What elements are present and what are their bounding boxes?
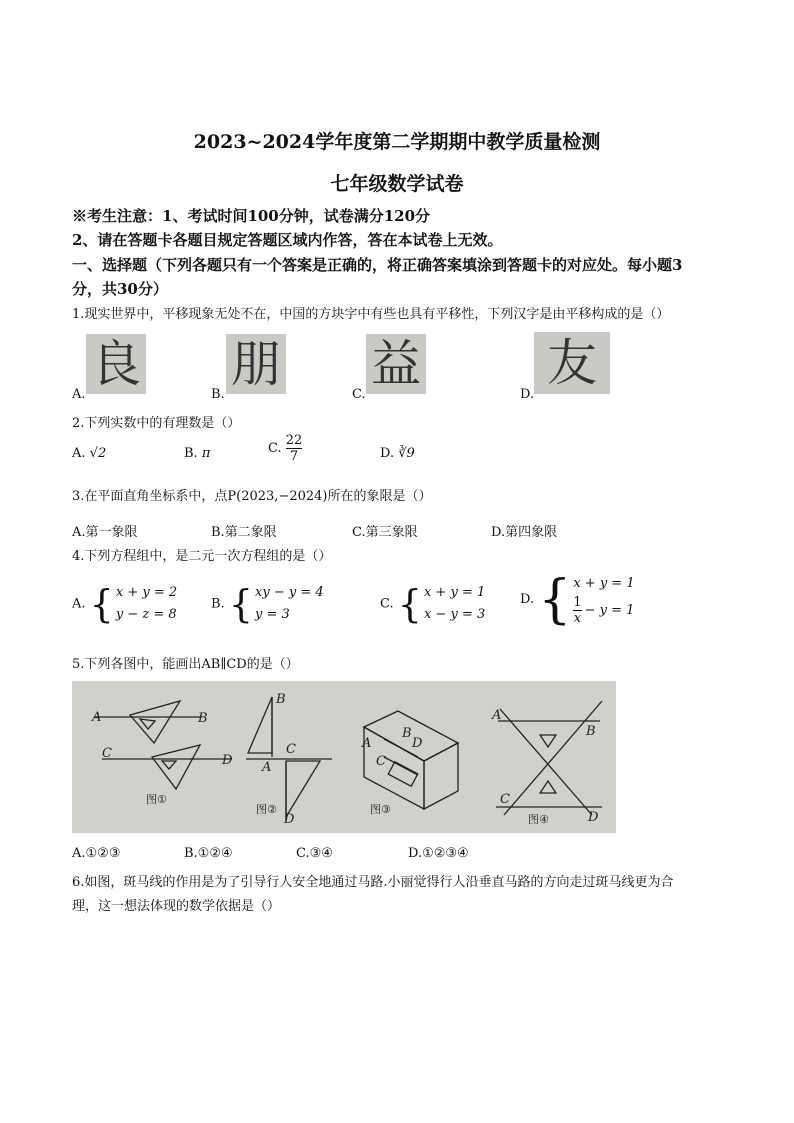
exam-subtitle: 七年级数学试卷 xyxy=(330,173,464,195)
fig2-caption: 图② xyxy=(256,803,277,816)
fig4-label-d: D xyxy=(588,810,599,825)
q5-figures-svg xyxy=(72,681,616,833)
q4-d-denominator: x xyxy=(573,611,582,626)
q3-option-d: D.第四象限 xyxy=(491,525,558,540)
fig1-caption: 图① xyxy=(146,793,167,806)
left-brace-icon: { xyxy=(228,582,254,626)
q4-option-d-label: D. xyxy=(520,592,535,607)
q4-option-d-system xyxy=(538,569,635,630)
q4-b-eq1: xy − y = 4 xyxy=(255,585,324,600)
q4-d-fraction xyxy=(573,595,581,626)
left-brace-icon: { xyxy=(538,569,572,630)
q2-option-c-label: C. xyxy=(268,441,282,456)
question-1-stem: 1.现实世界中，平移现象无处不在，中国的方块字中有些也具有平移性，下列汉字是由平移构成的是（） xyxy=(72,307,670,322)
left-brace-icon: { xyxy=(89,582,114,626)
q4-d-numerator: 1 xyxy=(573,595,582,610)
q1-option-c-char-image: 益 xyxy=(366,334,426,394)
fig2-label-b: B xyxy=(276,692,286,707)
fig4-label-c: C xyxy=(500,792,510,807)
fig4-caption: 图④ xyxy=(528,813,549,826)
q2-option-c-fraction xyxy=(286,433,303,464)
q2-option-b-label: B. xyxy=(184,446,198,461)
q1-option-b-char-image: 朋 xyxy=(226,334,286,394)
section-header-line-2: 分，共30分） xyxy=(72,280,168,298)
q5-option-d: D.①②③④ xyxy=(408,846,469,861)
q2-option-b xyxy=(184,446,210,461)
q3-option-a: A.第一象限 xyxy=(72,525,138,540)
q4-option-b-label: B. xyxy=(211,596,225,612)
q4-option-c-system xyxy=(398,582,485,626)
q4-d-eq1: x + y = 1 xyxy=(573,576,635,591)
fig3-label-b: B xyxy=(402,726,412,741)
question-5-stem: 5.下列各图中，能画出AB∥CD的是（） xyxy=(72,657,299,672)
q3-option-c: C.第三象限 xyxy=(352,525,418,540)
fig4-label-a: A xyxy=(492,708,502,723)
q5-option-b: B.①②④ xyxy=(184,846,233,861)
exam-title: 2023~2024学年度第二学期期中教学质量检测 xyxy=(193,131,601,153)
q4-b-eq2: y = 3 xyxy=(255,607,290,622)
fig2-label-c: C xyxy=(286,742,296,757)
q2-option-a-label: A. xyxy=(72,446,86,461)
fig1-label-a: A xyxy=(92,710,102,725)
q5-option-c: C.③④ xyxy=(296,846,333,861)
q4-d-eq2-tail: − y = 1 xyxy=(584,602,635,618)
q4-c-eq1: x + y = 1 xyxy=(423,585,486,600)
question-2-stem: 2.下列实数中的有理数是（） xyxy=(72,416,241,431)
fig1-label-b: B xyxy=(198,711,208,726)
q4-option-a-system xyxy=(90,582,177,626)
q3-option-b: B.第二象限 xyxy=(211,525,277,540)
fig3-label-d: D xyxy=(412,736,423,751)
fig3-label-a: A xyxy=(362,736,372,751)
q2-option-d xyxy=(380,446,415,461)
q1-option-a-char-image: 良 xyxy=(86,334,146,394)
q1-option-b-label: B. xyxy=(211,387,225,402)
q1-option-d-label: D. xyxy=(520,387,535,402)
q5-option-a: A.①②③ xyxy=(72,846,121,861)
q1-option-c-label: C. xyxy=(352,387,366,402)
q4-option-d xyxy=(520,569,635,630)
fig2-label-a: A xyxy=(262,760,272,775)
q5-figure-photo xyxy=(72,681,616,833)
q4-a-eq2: y − z = 8 xyxy=(115,607,177,622)
question-6-stem-line-2: 理，这一想法体现的数学依据是（） xyxy=(72,899,281,914)
fig4-label-b: B xyxy=(586,724,596,739)
q2-option-b-value: π xyxy=(201,446,211,461)
q2-option-c-denominator: 7 xyxy=(289,449,299,464)
q2-option-c-numerator: 22 xyxy=(285,433,303,448)
fig3-caption: 图③ xyxy=(370,803,391,816)
question-4-stem: 4.下列方程组中，是二元一次方程组的是（） xyxy=(72,549,332,564)
q4-option-a xyxy=(72,582,177,626)
fig2-label-d: D xyxy=(284,812,295,827)
q2-option-d-label: D. xyxy=(380,446,395,461)
notice-line-1: ※考生注意：1、考试时间100分钟，试卷满分120分 xyxy=(72,207,431,225)
q4-option-c-label: C. xyxy=(380,596,394,612)
question-3-stem: 3.在平面直角坐标系中，点P(2023,−2024)所在的象限是（） xyxy=(72,489,432,504)
fig1-label-d: D xyxy=(222,753,233,768)
q2-option-a xyxy=(72,446,106,461)
q4-a-eq1: x + y = 2 xyxy=(115,585,178,600)
section-header-line-1: 一、选择题（下列各题只有一个答案是正确的，将正确答案填涂到答题卡的对应处。每小题3 xyxy=(72,256,683,274)
q4-option-b-system xyxy=(229,582,324,626)
q4-option-c xyxy=(380,582,485,626)
q4-option-a-label: A. xyxy=(72,596,86,612)
q1-option-d-char-image: 友 xyxy=(534,332,610,394)
fig1-label-c: C xyxy=(102,746,112,761)
notice-line-2: 2、请在答题卡各题目规定答题区域内作答，答在本试卷上无效。 xyxy=(72,231,503,249)
fig3-label-c: C xyxy=(376,754,386,769)
q2-option-c xyxy=(268,433,302,464)
q2-option-a-value: √2 xyxy=(89,446,107,461)
q4-c-eq2: x − y = 3 xyxy=(423,607,486,622)
q4-option-b xyxy=(211,582,324,626)
question-6-stem-line-1: 6.如图，斑马线的作用是为了引导行人安全地通过马路.小丽觉得行人沿垂直马路的方向走过斑马线更为合 xyxy=(72,875,674,890)
q1-option-a-label: A. xyxy=(72,387,86,402)
left-brace-icon: { xyxy=(397,582,422,626)
q2-option-d-value: ∛9 xyxy=(398,446,415,461)
